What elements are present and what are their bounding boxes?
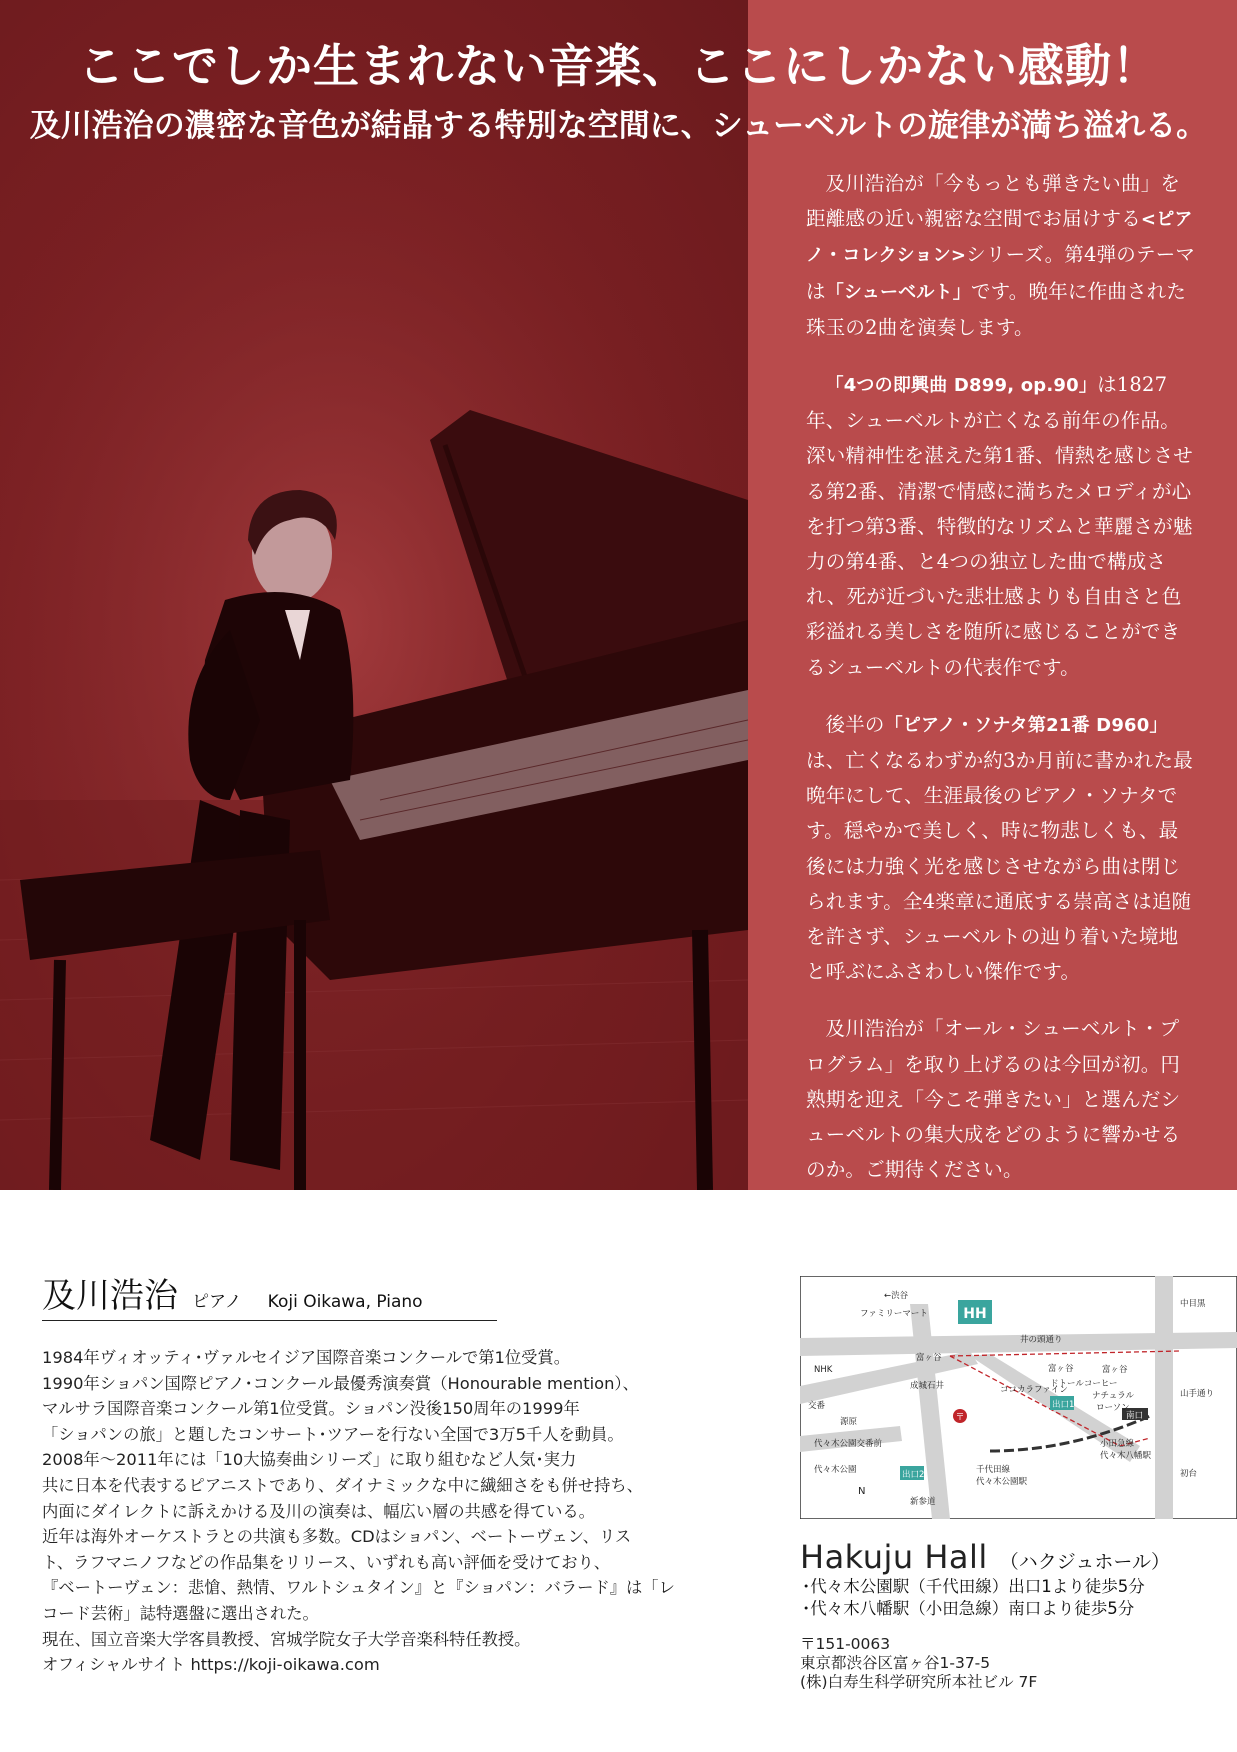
intro-text	[806, 166, 1198, 1209]
venue-address	[800, 1635, 1237, 1692]
map-label: 交番	[808, 1401, 826, 1411]
map-label: ドトールコーヒー	[1050, 1379, 1118, 1389]
map-label: 代々木八幡駅	[1100, 1451, 1152, 1461]
access-line: ･代々木八幡駅（小田急線）南口より徒歩5分	[802, 1599, 1135, 1618]
intro-text-run: です。晩年に作曲された珠玉の2曲を演奏します。	[806, 279, 1187, 339]
bio-line: 1990年ショパン国際ピアノ･コンクール最優秀演奏賞（Honourable mention）、	[42, 1373, 639, 1393]
intro-text-run: は、亡くなるわずか約3か月前に書かれた最晩年にして、生涯最後のピアノ・ソナタです。穏やかで美しく、時に物悲しくも、最後には力強く光を感じさせながら曲は閉じられます。全4楽章に通底する崇高さは追随を許さず、シューベルトの辿り着いた境地と呼ぶにふさわしい傑作です。	[806, 749, 1193, 984]
artist-bio	[42, 1345, 742, 1678]
map-label: 出口1	[1052, 1400, 1075, 1410]
postal-code: 〒151-0063	[800, 1635, 891, 1653]
bio-line: 「ショパンの旅」と題したコンサート･ツアーを行ない全国で3万5千人を動員。	[42, 1424, 624, 1444]
street-address: 東京都渋谷区富ヶ谷1-37-5	[800, 1654, 991, 1672]
map-label: 南口	[1126, 1411, 1144, 1421]
intro-paragraph-4: 及川浩治が「オール・シューベルト・プログラム」を取り上げるのは今回が初。円熟期を迎え「今こそ弾きたい」と選んだシューベルトの集大成をどのように響かせるのか。ご期待ください。	[806, 1017, 1181, 1182]
artist-name: 及川浩治	[42, 1276, 178, 1316]
bio-line: 『ベートーヴェン：悲愴、熱情、ワルトシュタイン』と『ショパン：バラード』は「レ	[42, 1578, 675, 1598]
venue-name-kana: （ハクジュホール）	[999, 1551, 1171, 1573]
intro-paragraph-1	[806, 166, 1198, 345]
intro-paragraph-3	[806, 707, 1198, 990]
bio-line: ト、ラフマニノフなどの作品集をリリース、いずれも高い評価を受けており、	[42, 1552, 611, 1572]
map-label: 井の頭通り	[1020, 1335, 1063, 1345]
map-label: ナチュラル	[1092, 1391, 1134, 1401]
map-label: 小田急線	[1100, 1439, 1135, 1449]
intro-paragraph-2	[806, 367, 1198, 685]
artist-role: ピアノ	[192, 1292, 242, 1312]
map-label: 出口2	[902, 1470, 925, 1480]
map-label: 千代田線	[976, 1465, 1011, 1475]
intro-text-run: シリーズ。第4弾のテーマは	[806, 243, 1196, 303]
bio-line: マルサラ国際音楽コンクール第1位受賞。ショパン没後150周年の1999年	[42, 1399, 580, 1419]
map-label: 新参道	[910, 1497, 936, 1507]
map-label: 成城石井	[910, 1381, 945, 1391]
venue-name: Hakuju Hall	[800, 1538, 988, 1576]
map-label: 富ヶ谷	[1102, 1365, 1128, 1375]
access-line: ･代々木公園駅（千代田線）出口1より徒歩5分	[802, 1577, 1145, 1596]
work-title-sonata: 「ピアノ・ソナタ第21番 D960」	[884, 714, 1168, 736]
map-label: 富ヶ谷	[916, 1353, 942, 1363]
photo-panel	[0, 0, 748, 1190]
map-label: 中目黒	[1180, 1299, 1206, 1309]
bio-line: 現在、国立音楽大学客員教授、宮城学院女子大学音楽科特任教授。	[42, 1629, 531, 1649]
bio-line: 内面にダイレクトに訴えかける及川の演奏は、幅広い層の共感を得ている。	[42, 1501, 595, 1521]
series-title: <ピアノ・コレクション>	[806, 209, 1193, 267]
svg-text:〒: 〒	[955, 1413, 965, 1423]
bio-line: 2008年～2011年には「10大協奏曲シリーズ」に取り組むなど人気･実力	[42, 1450, 577, 1470]
theme-title: 「シューベルト」	[825, 281, 971, 303]
artist-heading	[42, 1268, 497, 1321]
map-label: 初台	[1180, 1469, 1198, 1479]
bio-line[interactable]: オフィシャルサイト https://koji-oikawa.com	[42, 1655, 380, 1675]
building-name: (株)白寿生科学研究所本社ビル 7F	[800, 1673, 1038, 1691]
intro-text-run: 及川浩治が「今もっとも弾きたい曲」を距離感の近い親密な空間でお届けする	[806, 172, 1181, 231]
bio-line: 1984年ヴィオッティ･ヴァルセイジア国際音楽コンクールで第1位受賞。	[42, 1348, 571, 1367]
artist-name-en: Koji Oikawa, Piano	[267, 1292, 423, 1312]
intro-text-run: 後半の	[825, 712, 885, 736]
map-label: ←渋谷	[884, 1291, 909, 1301]
map-label: 代々木公園交番前	[814, 1439, 883, 1449]
map-label: 源原	[840, 1417, 858, 1427]
artist-profile	[42, 1268, 742, 1678]
venue-info	[800, 1538, 1237, 1692]
intro-text-run: は1827年、シューベルトが亡くなる前年の作品。深い精神性を湛えた第1番、情熱を感じさせる第2番、清潔で情感に満ちたメロディが心を打つ第3番、特徴的なリズムと華麗さが魅力の第4番、と4つの独立した曲で構成され、死が近づいた悲壮感よりも自由さと色彩溢れる美しさを随所に感じることができるシューベルトの代表作です。	[806, 373, 1193, 679]
work-title-impromptus: 「4つの即興曲 D899, op.90」	[825, 375, 1098, 397]
north-arrow-icon: N	[858, 1486, 866, 1497]
venue-map	[800, 1276, 1237, 1519]
subheadline: 及川浩治の濃密な音色が結晶する特別な空間に、シューベルトの旋律が満ち溢れる。	[29, 108, 1208, 144]
map-label: ココカラファイン	[1000, 1385, 1068, 1395]
bio-line: 近年は海外オーケストラとの共演も多数。CDはショパン、ベートーヴェン、リス	[42, 1527, 632, 1547]
map-label: 代々木公園	[814, 1465, 857, 1475]
map-label: NHK	[814, 1365, 833, 1375]
map-label: 代々木公園駅	[976, 1477, 1028, 1487]
headline: ここでしか生まれない音楽、ここにしかない感動！	[78, 39, 1159, 93]
bio-line: コード芸術」誌特選盤に選出された。	[42, 1603, 319, 1623]
map-label: ローソン	[1096, 1403, 1130, 1413]
map-label: ファミリーマート	[860, 1309, 928, 1319]
map-label: 富ヶ谷	[1048, 1364, 1074, 1374]
bio-line: 共に日本を代表するピアニストであり、ダイナミックな中に繊細さをも併せ持ち、	[42, 1475, 643, 1495]
venue-heading	[800, 1538, 1237, 1576]
map-label: 山手通り	[1180, 1389, 1215, 1399]
pianist-photo	[0, 160, 748, 1190]
hall-logo-icon: HH	[963, 1306, 987, 1322]
